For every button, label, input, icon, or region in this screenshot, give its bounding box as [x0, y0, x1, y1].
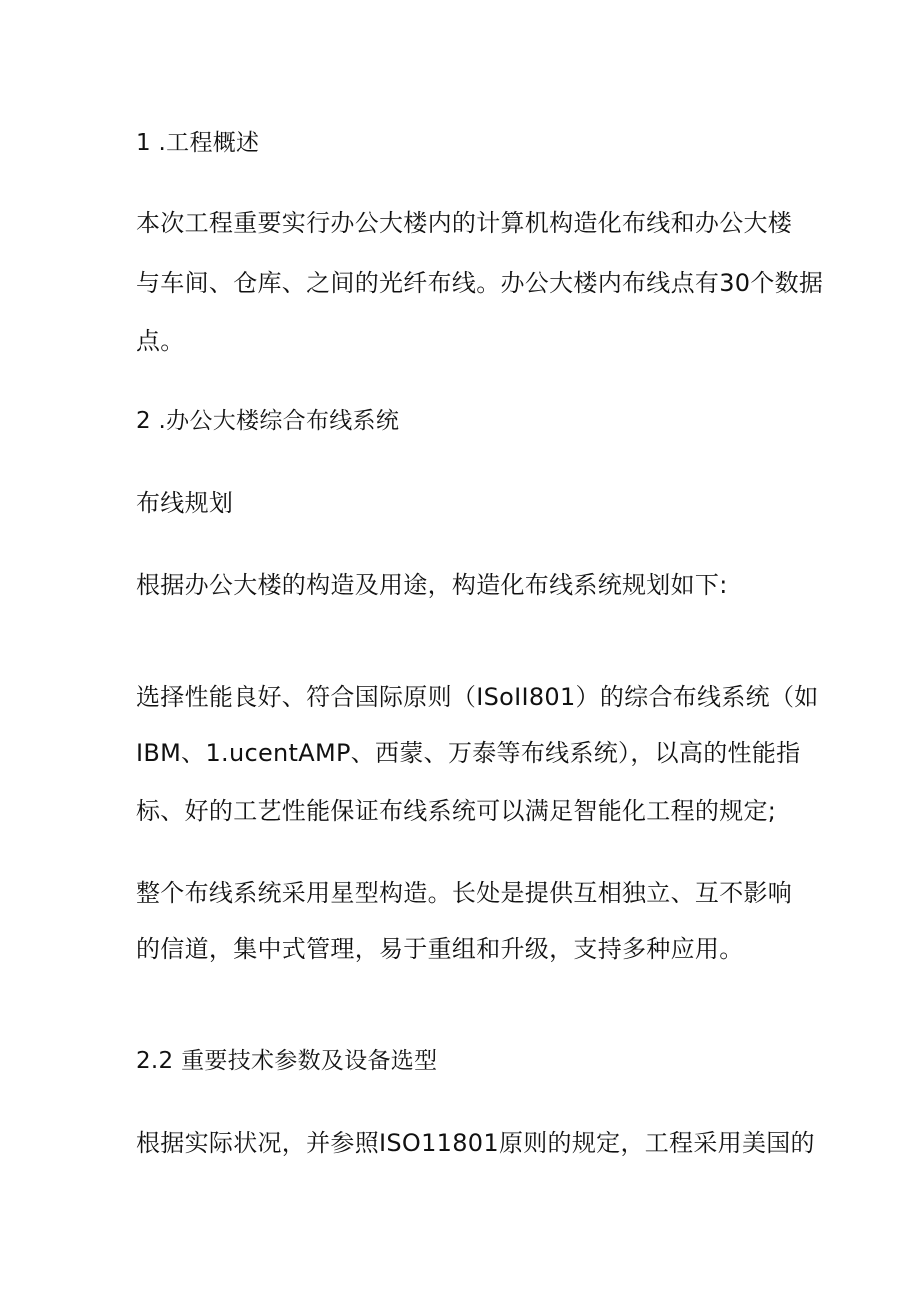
section-2-2-paragraph-line-1: 根据实际状况，并参照ISO11801原则的规定，工程采用美国的	[136, 1129, 815, 1157]
section-2-subheading: 布线规划	[136, 489, 234, 517]
section-2-item-1-line-2: IBM、1.ucentAMP、西蒙、万泰等布线系统），以高的性能指	[136, 739, 801, 767]
section-1-heading: 1 .工程概述	[136, 130, 260, 156]
section-1-paragraph-line-2: 与车间、仓库、之间的光纤布线。办公大楼内布线点有30个数据	[136, 269, 824, 297]
section-2-heading: 2 .办公大楼综合布线系统	[136, 408, 400, 434]
section-2-item-1-line-3: 标、好的工艺性能保证布线系统可以满足智能化工程的规定;	[136, 797, 777, 825]
section-2-item-2-line-2: 的信道，集中式管理，易于重组和升级，支持多种应用。	[136, 935, 744, 963]
section-1-paragraph-line-3: 点。	[136, 327, 185, 355]
section-2-intro: 根据办公大楼的构造及用途，构造化布线系统规划如下:	[136, 571, 728, 599]
section-2-2-heading: 2.2 重要技术参数及设备选型	[136, 1048, 438, 1074]
section-2-item-2-line-1: 整个布线系统采用星型构造。长处是提供互相独立、互不影响	[136, 879, 793, 907]
section-1-paragraph-line-1: 本次工程重要实行办公大楼内的计算机构造化布线和办公大楼	[136, 209, 793, 237]
section-2-item-1-line-1: 选择性能良好、符合国际原则（ISoII801）的综合布线系统（如	[136, 683, 819, 711]
